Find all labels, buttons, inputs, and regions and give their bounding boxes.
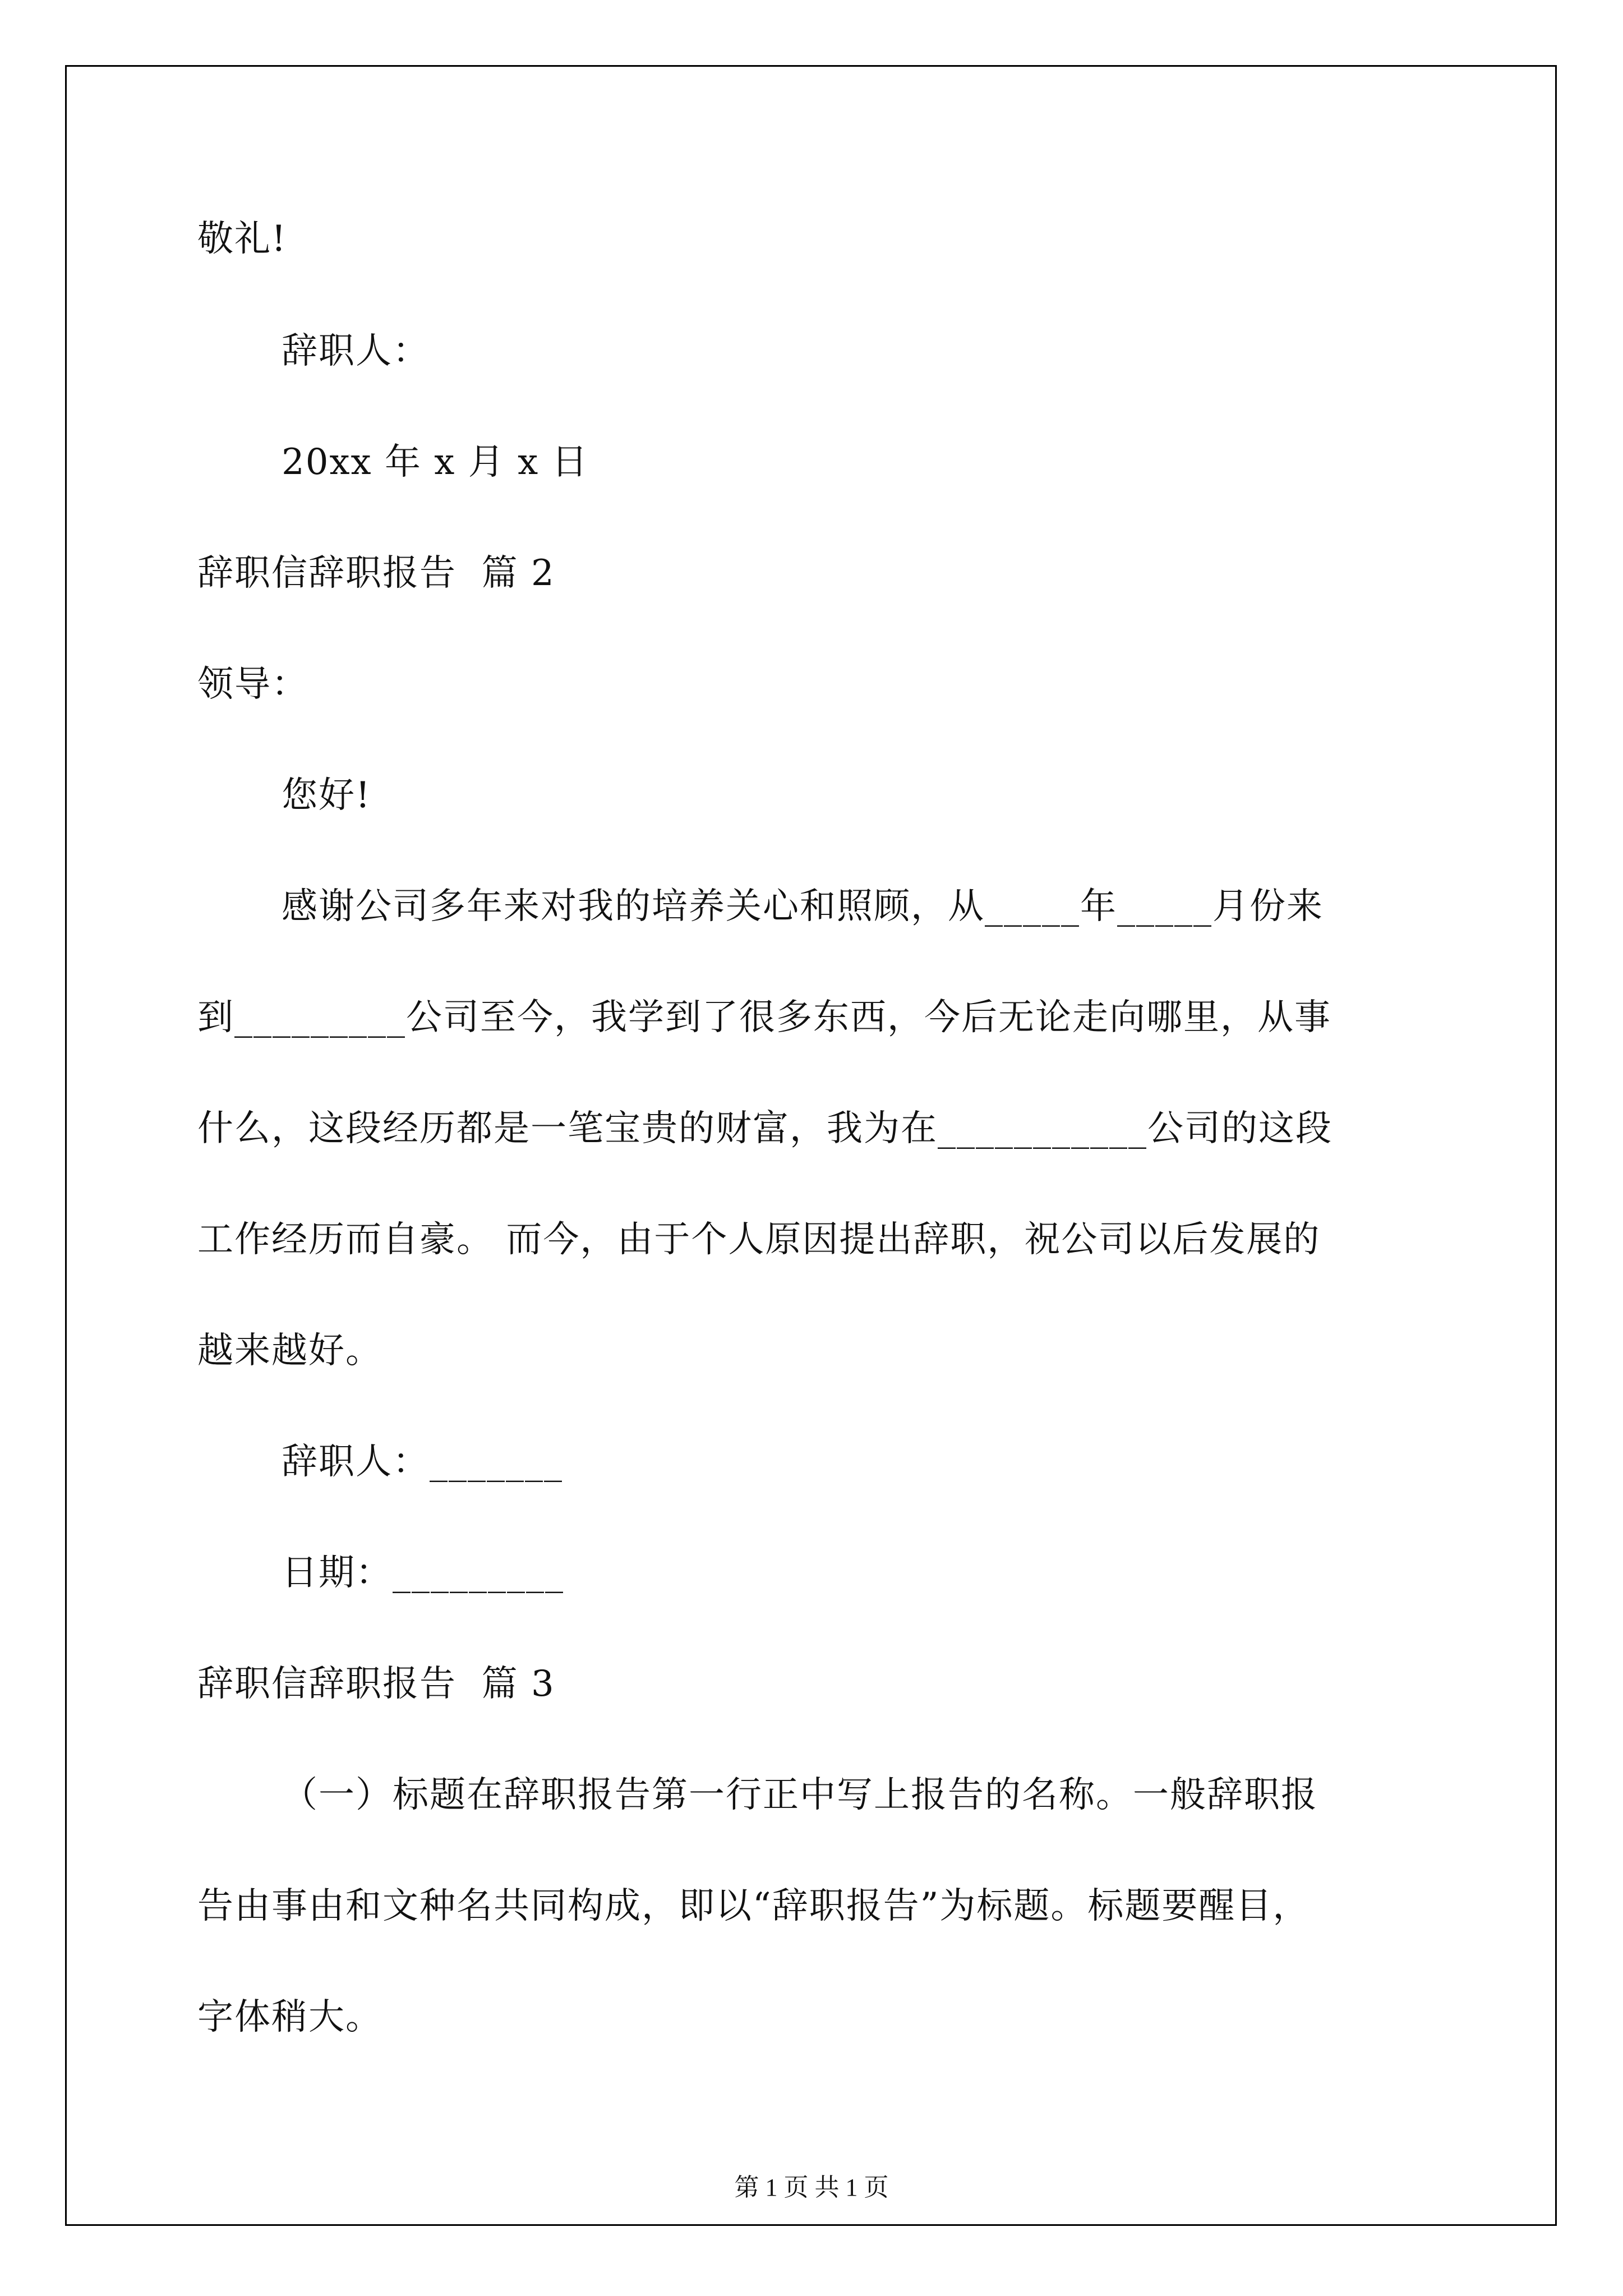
body-paragraph-line: 到_________公司至今，我学到了很多东西，今后无论走向哪里，从事 xyxy=(197,997,1331,1038)
body-paragraph-line: 告由事由和文种名共同构成，即以“辞职报告”为标题。标题要醒目， xyxy=(197,1885,1310,1927)
date-signature-line: 日期：_________ xyxy=(282,1552,564,1594)
addressee: 领导： xyxy=(197,664,308,705)
section-heading-3: 辞职信辞职报告 篇 3 xyxy=(197,1663,555,1705)
closing-salutation: 敬礼! xyxy=(197,218,287,260)
body-paragraph-line: 感谢公司多年来对我的培养关心和照顾，从_____年_____月份来 xyxy=(282,886,1324,927)
resigner-signature-line: 辞职人：_______ xyxy=(282,1441,563,1483)
body-paragraph-line: 字体稍大。 xyxy=(197,1996,382,2038)
resigner-label: 辞职人： xyxy=(282,330,430,372)
date-line: 20xx 年 x 月 x 日 xyxy=(282,441,589,483)
body-paragraph-line: 越来越好。 xyxy=(197,1330,382,1372)
body-paragraph-line: （一）标题在辞职报告第一行正中写上报告的名称。一般辞职报 xyxy=(282,1774,1318,1816)
greeting: 您好! xyxy=(282,775,371,816)
body-paragraph-line: 什么，这段经历都是一笔宝贵的财富，我为在___________公司的这段 xyxy=(197,1108,1332,1149)
section-heading-2: 辞职信辞职报告 篇 2 xyxy=(197,553,555,594)
page-number: 第 1 页 共 1 页 xyxy=(734,2174,889,2201)
body-paragraph-line: 工作经历而自豪。 而今，由于个人原因提出辞职，祝公司以后发展的 xyxy=(197,1219,1321,1260)
